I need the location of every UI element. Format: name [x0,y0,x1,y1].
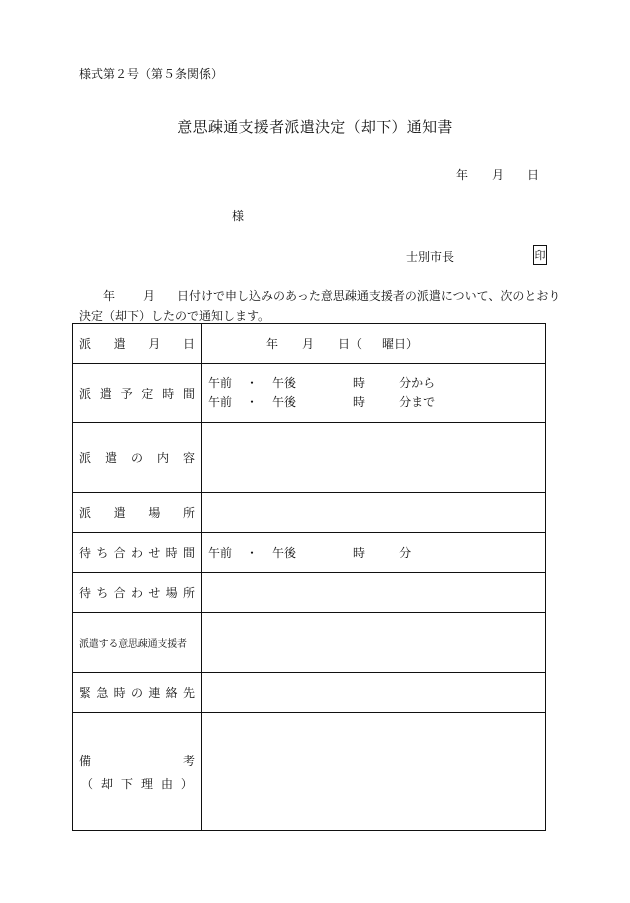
label-char: 待 [79,586,92,600]
time-to-dot: ・ [246,395,259,409]
label-char: 間 [182,386,195,401]
label-char: ち [96,546,109,560]
label-char: の [130,451,143,465]
time-to-minute: 分まで [399,395,436,409]
label-char: 絡 [165,686,178,700]
label-char: 先 [182,686,195,700]
label-char: わ [130,546,143,560]
time-from-hour: 時 [353,376,366,390]
field-dispatch-content[interactable] [202,423,546,493]
dispatch-day: 日（ [338,337,363,351]
label-meeting-time [73,533,202,573]
label-char: 月 [148,337,161,351]
label-char: 遣 [104,451,117,465]
intro-line2: 決定（却下）したので通知します。 [79,309,271,323]
label-char: せ [148,546,161,560]
label-char: 派 [79,337,92,351]
intro-month: 月 [143,289,156,303]
field-remarks[interactable] [202,713,546,831]
field-emergency-contact[interactable] [202,673,546,713]
label-char: 時 [162,386,175,401]
label-char: 却 [100,776,113,791]
label-char: 備 [79,753,92,768]
label-char: 遣 [113,337,126,351]
time-from-dot: ・ [246,376,259,390]
intro-paragraph [79,286,561,326]
label-char: 容 [182,451,195,465]
label-char: ） [180,776,193,791]
document-title: 意思疎通支援者派遣決定（却下）通知書 [177,118,453,136]
label-char: 派 [79,451,92,465]
label-char: 合 [113,586,126,600]
label-emergency-contact [73,673,202,713]
label-char: 所 [182,586,195,600]
dispatch-year: 年 [266,337,279,351]
meeting-pm: 午後 [272,546,297,560]
row-dispatch-place [73,493,546,533]
label-char: 連 [148,686,161,700]
dispatch-month: 月 [302,337,315,351]
label-char: 時 [165,546,178,560]
addressee-suffix: 様 [232,209,245,223]
label-char: 内 [156,451,169,465]
time-from-am: 午前 [208,376,233,390]
label-char: 緊 [79,686,92,700]
field-meeting-place[interactable] [202,573,546,613]
date-month-label: 月 [492,168,505,182]
seal-mark: 印 [533,245,547,265]
field-dispatch-place[interactable] [202,493,546,533]
label-char: 待 [79,546,92,560]
label-char: 定 [141,386,154,401]
row-meeting-time [73,533,546,573]
label-char: （ [81,776,94,791]
label-dispatch-place [73,493,202,533]
row-dispatch-content [73,423,546,493]
meeting-dot: ・ [246,546,259,560]
dispatch-weekday: 曜日） [382,337,419,351]
time-from-pm: 午後 [272,376,297,390]
row-meeting-place [73,573,546,613]
label-remarks [73,713,202,831]
dispatch-details-table [72,323,546,831]
label-char: 遣 [99,386,112,401]
label-char: 予 [120,386,133,401]
label-char: ち [96,586,109,600]
label-char: 遣 [113,506,126,520]
date-year-label: 年 [456,168,469,182]
meeting-minute: 分 [399,546,412,560]
time-to-pm: 午後 [272,395,297,409]
meeting-am: 午前 [208,546,233,560]
row-dispatch-time [73,364,546,423]
label-char: 理 [140,776,153,791]
label-char: 派 [79,386,92,401]
meeting-hour: 時 [353,546,366,560]
form-number: 様式第２号（第５条関係） [79,67,224,81]
intro-year: 年 [103,289,116,303]
label-char: 所 [182,506,195,520]
label-char: わ [130,586,143,600]
field-meeting-time[interactable] [202,533,546,573]
label-char: せ [148,586,161,600]
label-char: 間 [182,546,195,560]
issuer-name: 士別市長 [406,250,455,264]
label-char: 由 [160,776,173,791]
label-meeting-place [73,573,202,613]
row-emergency-contact [73,673,546,713]
intro-line1-rest: 日付けで申し込みのあった意思疎通支援者の派遣について、次のとおり [177,289,561,303]
label-dispatched-supporter [73,613,202,673]
label-char: 時 [113,686,126,700]
time-from-minute: 分から [399,376,436,390]
time-to-am: 午前 [208,395,233,409]
label-char: 合 [113,546,126,560]
date-day-label: 日 [527,168,540,182]
label-dispatch-time [73,364,202,423]
label-dispatch-date [73,324,202,364]
label-char: 考 [182,753,195,768]
label-char: 日 [182,337,195,351]
row-dispatch-date [73,324,546,364]
field-dispatch-date[interactable] [202,324,546,364]
time-to-hour: 時 [353,395,366,409]
label-char: 場 [148,506,161,520]
field-dispatch-time[interactable] [202,364,546,423]
row-dispatched-supporter [73,613,546,673]
label-char: 急 [96,686,109,700]
label-dispatched-supporter-text: 派遣する意思疎通支援者 [79,639,187,650]
field-dispatched-supporter[interactable] [202,613,546,673]
row-remarks [73,713,546,831]
label-char: 下 [120,776,133,791]
label-dispatch-content [73,423,202,493]
label-char: 場 [165,586,178,600]
label-char: 派 [79,506,92,520]
label-char: の [130,686,143,700]
